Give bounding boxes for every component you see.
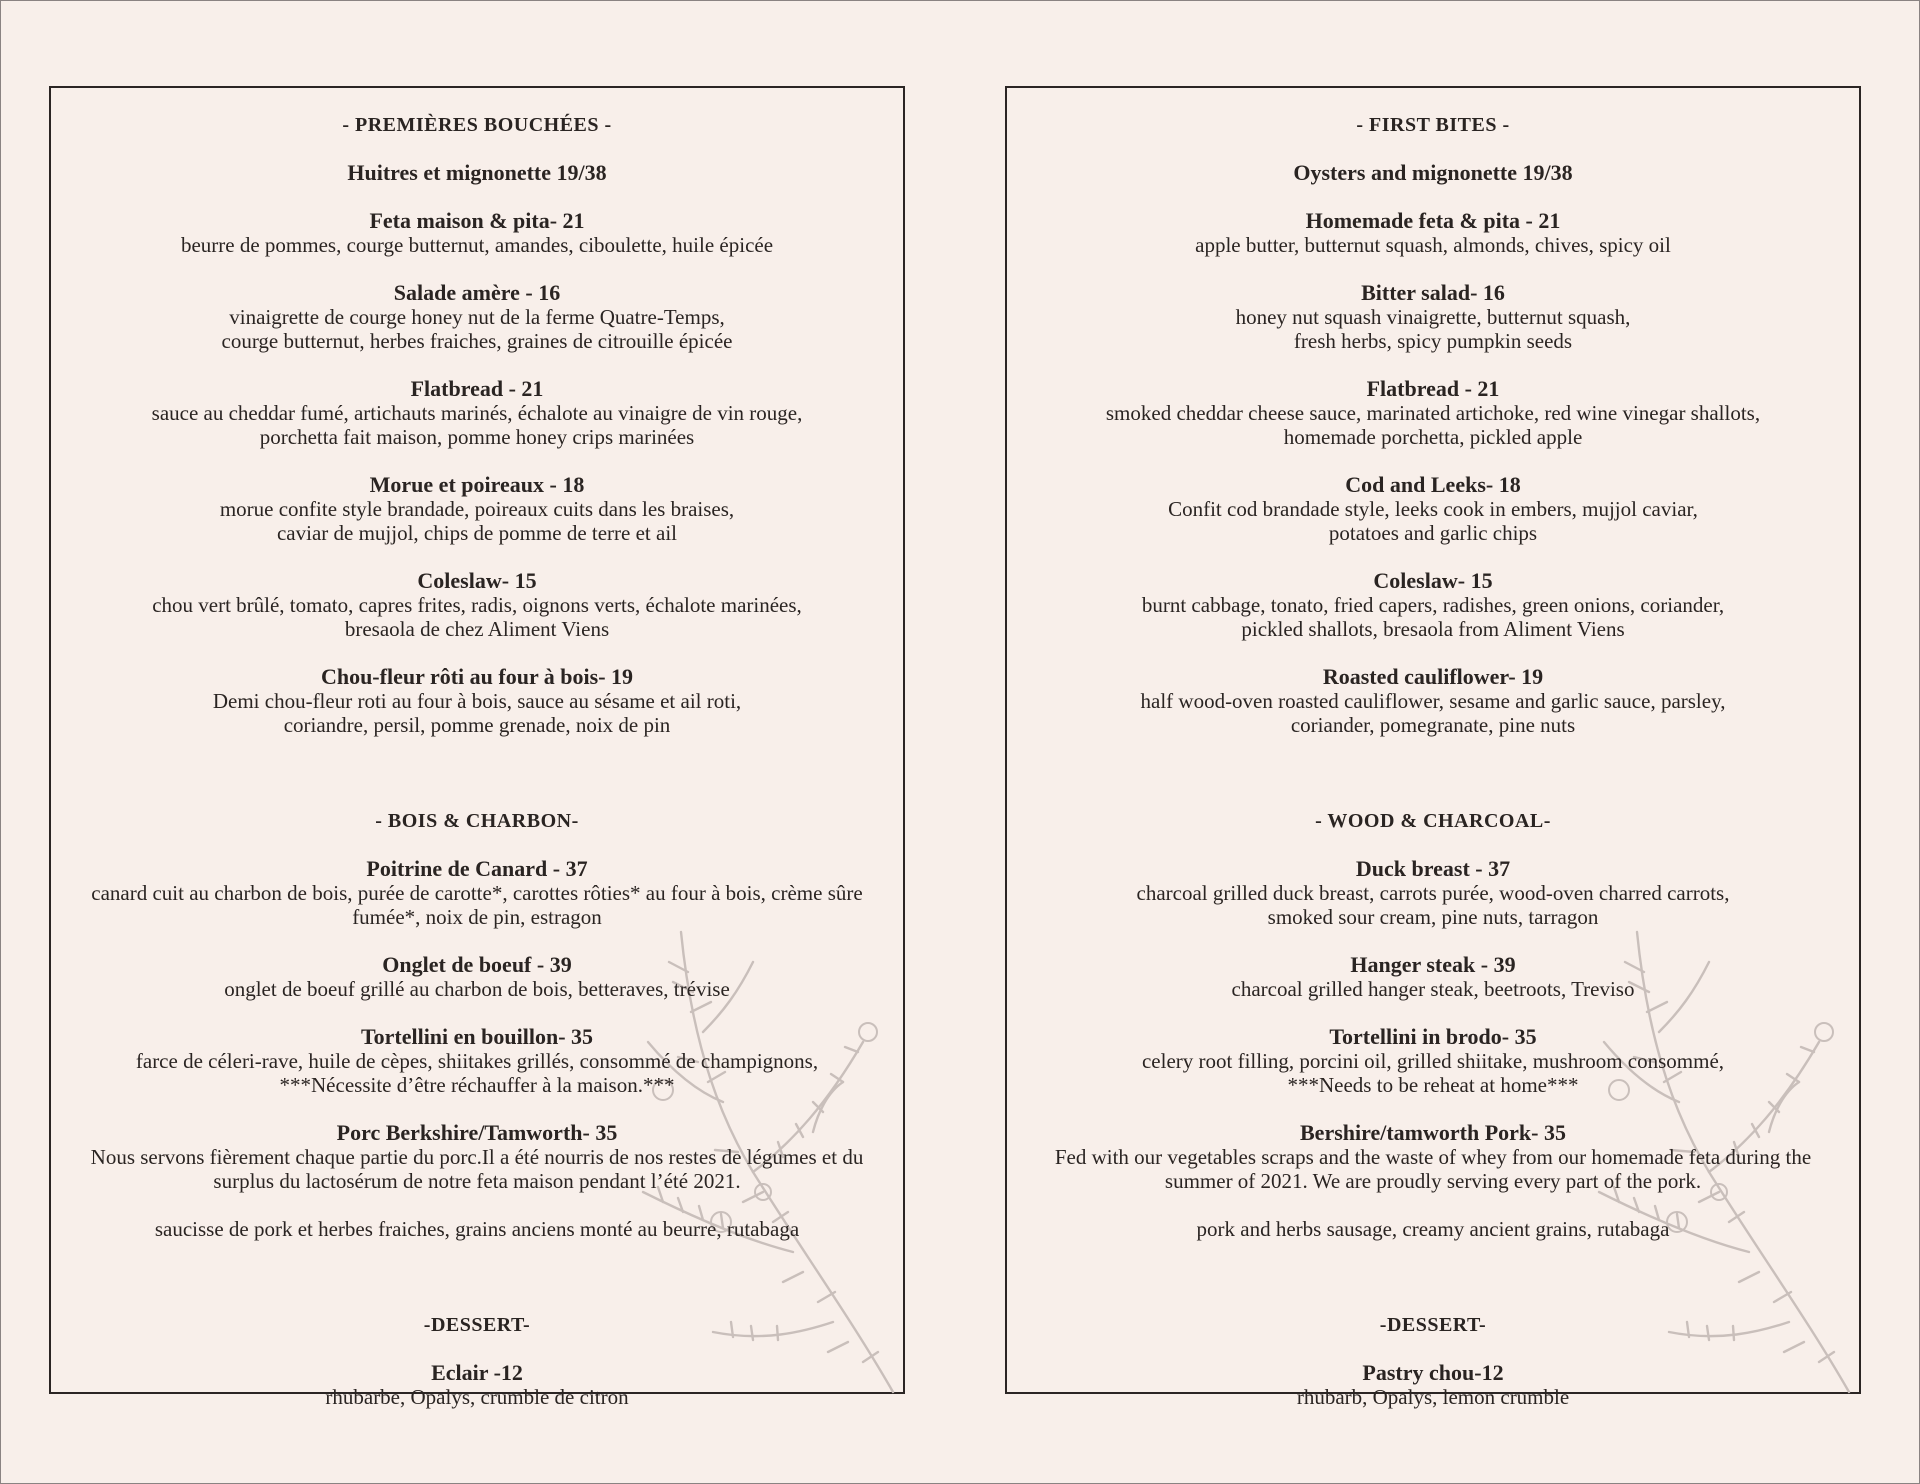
section-spacer <box>1007 1265 1859 1313</box>
menu-item-name: Eclair -12 <box>431 1360 523 1385</box>
menu-panel-french <box>49 86 905 1409</box>
section-spacer <box>51 1265 903 1313</box>
menu-item-name: Roasted cauliflower- 19 <box>1322 664 1544 689</box>
menu-item-description: rhubarbe, Opalys, crumble de citron <box>325 1385 629 1409</box>
menu-item <box>1007 209 1859 257</box>
menu-item-description: celery root filling, porcini oil, grilled shiitake, mushroom consommé, ***Needs to be reheat at home*** <box>1141 1049 1725 1097</box>
menu-item <box>51 209 903 257</box>
menu-item-name: Flatbread - 21 <box>1366 376 1500 401</box>
english-menu-content <box>1007 88 1859 1409</box>
menu-item-description: Confit cod brandade style, leeks cook in embers, mujjol caviar, potatoes and garlic chips <box>1168 497 1698 545</box>
menu-item-name: Flatbread - 21 <box>410 376 544 401</box>
menu-item-description: vinaigrette de courge honey nut de la ferme Quatre-Temps, courge butternut, herbes fraiches, graines de citrouille épicée <box>221 305 733 353</box>
menu-item-description: farce de céleri-rave, huile de cèpes, shiitakes grillés, consommé de champignons, ***Nécessite d’être réchauffer à la maison.*** <box>135 1049 819 1097</box>
menu-item-name: Cod and Leeks- 18 <box>1345 472 1521 497</box>
menu-item-description: sauce au cheddar fumé, artichauts marinés, échalote au vinaigre de vin rouge, porchetta fait maison, pomme honey crips marinées <box>151 401 803 449</box>
menu-item-name: Morue et poireaux - 18 <box>369 472 585 497</box>
menu-item-description: charcoal grilled hanger steak, beetroots, Treviso <box>1231 977 1635 1001</box>
menu-item <box>1007 953 1859 1001</box>
section-title: -DESSERT- <box>423 1314 531 1336</box>
menu-item <box>51 665 903 737</box>
menu-item-description: beurre de pommes, courge butternut, amandes, ciboulette, huile épicée <box>180 233 774 257</box>
menu-panel-english <box>1005 86 1861 1409</box>
menu-item-description: half wood-oven roasted cauliflower, sesame and garlic sauce, parsley, coriander, pomegranate, pine nuts <box>1140 689 1726 737</box>
menu-item <box>1007 161 1859 185</box>
french-menu-content <box>51 88 903 1409</box>
menu-item <box>51 161 903 185</box>
menu-item-name: Chou-fleur rôti au four à bois- 19 <box>320 664 634 689</box>
menu-item-description: morue confite style brandade, poireaux cuits dans les braises, caviar de mujjol, chips de pomme de terre et ail <box>219 497 735 545</box>
menu-item-description: rhubarb, Opalys, lemon crumble <box>1296 1385 1570 1409</box>
menu-item <box>51 473 903 545</box>
section-title: -DESSERT- <box>1379 1314 1487 1336</box>
menu-item-name: Coleslaw- 15 <box>1373 568 1493 593</box>
menu-item-description: charcoal grilled duck breast, carrots purée, wood-oven charred carrots, smoked sour cream, pine nuts, tarragon <box>1136 881 1730 929</box>
menu-item-name: Homemade feta & pita - 21 <box>1305 208 1561 233</box>
menu-item-description: Fed with our vegetables scraps and the waste of whey from our homemade feta during the summer of 2021. We are proudly serving every part of the pork. pork and herbs sausage, creamy ancient grains, rutabaga <box>1054 1145 1812 1241</box>
menu-item <box>1007 857 1859 929</box>
menu-item <box>1007 281 1859 353</box>
menu-item <box>51 281 903 353</box>
menu-item-name: Poitrine de Canard - 37 <box>366 856 588 881</box>
menu-item-description: smoked cheddar cheese sauce, marinated artichoke, red wine vinegar shallots, homemade porchetta, pickled apple <box>1105 401 1761 449</box>
menu-item <box>1007 1121 1859 1241</box>
section-spacer <box>51 761 903 809</box>
section-spacer <box>1007 761 1859 809</box>
menu-item <box>51 377 903 449</box>
menu-item-name: Oysters and mignonette 19/38 <box>1293 160 1573 185</box>
menu-item <box>51 1361 903 1409</box>
menu-item-name: Hanger steak - 39 <box>1350 952 1516 977</box>
section-title: - BOIS & CHARBON- <box>375 810 579 832</box>
menu-item <box>1007 473 1859 545</box>
menu-item-name: Pastry chou-12 <box>1362 1360 1504 1385</box>
section-title: - WOOD & CHARCOAL- <box>1315 810 1551 832</box>
menu-item <box>1007 1025 1859 1097</box>
menu-item-name: Duck breast - 37 <box>1355 856 1511 881</box>
section-title: - FIRST BITES - <box>1356 114 1510 136</box>
menu-item-description: honey nut squash vinaigrette, butternut squash, fresh herbs, spicy pumpkin seeds <box>1235 305 1631 353</box>
menu-item <box>51 1121 903 1241</box>
menu-item <box>51 857 903 929</box>
menu-item-description: canard cuit au charbon de bois, purée de carotte*, carottes rôties* au four à bois, crème sûre fumée*, noix de pin, estragon <box>91 881 863 929</box>
menu-item <box>1007 569 1859 641</box>
menu-item-name: Bitter salad- 16 <box>1361 280 1505 305</box>
menu-item <box>1007 377 1859 449</box>
menu-item-name: Coleslaw- 15 <box>417 568 537 593</box>
menu-item <box>51 569 903 641</box>
menu-item-name: Onglet de boeuf - 39 <box>382 952 572 977</box>
menu-item-name: Tortellini en bouillon- 35 <box>360 1024 594 1049</box>
menu-item-description: burnt cabbage, tonato, fried capers, radishes, green onions, coriander, pickled shallots, bresaola from Aliment Viens <box>1141 593 1725 641</box>
menu-item-description: Nous servons fièrement chaque partie du porc.Il a été nourris de nos restes de légumes et du surplus du lactosérum de notre feta maison pendant l’été 2021. saucisse de pork et herbes fraiches, grains anciens monté au beurre, rutabaga <box>90 1145 864 1241</box>
menu-item <box>51 1025 903 1097</box>
menu-item-name: Huitres et mignonette 19/38 <box>347 160 607 185</box>
menu-item-description: apple butter, butternut squash, almonds, chives, spicy oil <box>1195 233 1671 257</box>
menu-item-name: Tortellini in brodo- 35 <box>1329 1024 1537 1049</box>
menu-item-name: Porc Berkshire/Tamworth- 35 <box>336 1120 618 1145</box>
menu-item-description: onglet de boeuf grillé au charbon de bois, betteraves, trévise <box>224 977 730 1001</box>
menu-item-description: Demi chou-fleur roti au four à bois, sauce au sésame et ail roti, coriandre, persil, pomme grenade, noix de pin <box>212 689 742 737</box>
menu-item <box>1007 665 1859 737</box>
menu-item <box>51 953 903 1001</box>
menu-item-description: chou vert brûlé, tomato, capres frites, radis, oignons verts, échalote marinées, bresaola de chez Aliment Viens <box>152 593 802 641</box>
section-title: - PREMIÈRES BOUCHÉES - <box>342 114 612 136</box>
menu-item-name: Salade amère - 16 <box>393 280 561 305</box>
menu-item-name: Bershire/tamworth Pork- 35 <box>1300 1120 1566 1145</box>
menu-item <box>1007 1361 1859 1409</box>
menu-item-name: Feta maison & pita- 21 <box>369 208 585 233</box>
